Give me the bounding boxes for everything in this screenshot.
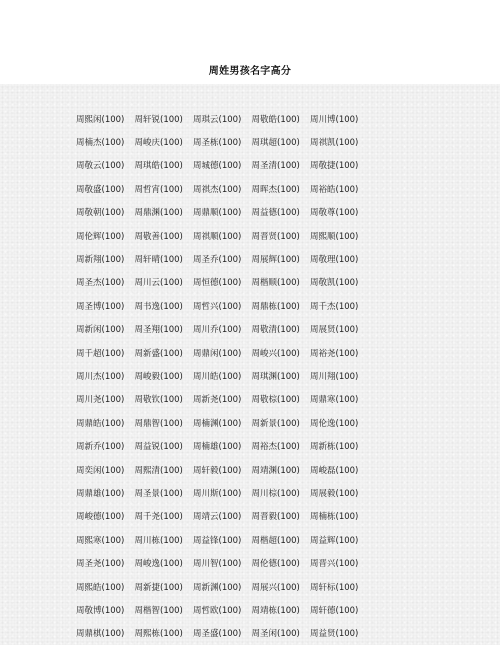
name-row	[76, 247, 376, 270]
name-row	[76, 598, 376, 621]
name-entry: 周敬清(100)	[251, 325, 300, 336]
name-entry: 周书逸(100)	[134, 301, 183, 312]
name-entry: 周晋兴(100)	[310, 559, 359, 570]
name-entry: 周楠栋(100)	[310, 512, 359, 523]
name-entry: 周楠雄(100)	[193, 442, 242, 453]
name-row	[76, 528, 376, 551]
name-entry: 周展辉(100)	[251, 255, 300, 266]
name-entry: 周川云(100)	[134, 278, 183, 289]
name-row	[76, 622, 376, 645]
name-row	[76, 388, 376, 411]
document-header-area	[0, 0, 500, 84]
name-entry: 周敬善(100)	[134, 231, 183, 242]
name-entry: 周千尧(100)	[134, 512, 183, 523]
name-entry: 周哲欧(100)	[193, 605, 242, 616]
name-entry: 周川智(100)	[193, 559, 242, 570]
name-entry: 周新盛(100)	[134, 348, 183, 359]
name-entry: 周晋毅(100)	[251, 512, 300, 523]
name-entry: 周鼎栋(100)	[251, 301, 300, 312]
name-entry: 周圣闲(100)	[251, 629, 300, 640]
name-entry: 周新捷(100)	[134, 582, 183, 593]
name-row	[76, 481, 376, 504]
name-entry: 周靖云(100)	[193, 512, 242, 523]
name-entry: 周轩标(100)	[310, 582, 359, 593]
name-entry: 周鼎智(100)	[134, 418, 183, 429]
name-entry: 周益锐(100)	[134, 442, 183, 453]
name-entry: 周益德(100)	[251, 208, 300, 219]
name-entry: 周新栋(100)	[310, 442, 359, 453]
name-entry: 周轩晴(100)	[134, 255, 183, 266]
name-row	[76, 154, 376, 177]
name-entry: 周圣博(100)	[76, 301, 125, 312]
name-row	[76, 177, 376, 200]
name-entry: 周敬凯(100)	[310, 278, 359, 289]
name-entry: 周轩德(100)	[310, 605, 359, 616]
name-entry: 周敬云(100)	[76, 161, 125, 172]
name-entry: 周伦逸(100)	[310, 418, 359, 429]
name-entry: 周靖栋(100)	[251, 605, 300, 616]
name-entry: 周敬棕(100)	[251, 395, 300, 406]
name-entry: 周川斯(100)	[193, 488, 242, 499]
name-entry: 周新景(100)	[251, 418, 300, 429]
name-row	[76, 318, 376, 341]
name-row	[76, 130, 376, 153]
name-entry: 周琪渊(100)	[251, 371, 300, 382]
name-entry: 周奕闲(100)	[76, 465, 125, 476]
name-entry: 周熙闲(100)	[76, 114, 125, 125]
name-entry: 周鼎渊(100)	[134, 208, 183, 219]
name-entry: 周裕尧(100)	[310, 348, 359, 359]
name-entry: 周恒德(100)	[193, 278, 242, 289]
name-entry: 周圣清(100)	[251, 161, 300, 172]
name-entry: 周展毅(100)	[310, 488, 359, 499]
name-row	[76, 107, 376, 130]
name-entry: 周圣盛(100)	[193, 629, 242, 640]
name-row	[76, 434, 376, 457]
name-entry: 周敬朝(100)	[76, 208, 125, 219]
name-entry: 周祺凯(100)	[310, 138, 359, 149]
name-entry: 周圣栋(100)	[193, 138, 242, 149]
name-entry: 周峻庆(100)	[134, 138, 183, 149]
name-entry: 周鼎闲(100)	[193, 348, 242, 359]
name-entry: 周裕杰(100)	[251, 442, 300, 453]
name-entry: 周圣翔(100)	[134, 325, 183, 336]
name-list	[76, 107, 376, 645]
name-entry: 周圣乔(100)	[193, 255, 242, 266]
name-entry: 周鼎寒(100)	[310, 395, 359, 406]
name-entry: 周峻兴(100)	[251, 348, 300, 359]
name-entry: 周楷智(100)	[134, 605, 183, 616]
name-entry: 周敬博(100)	[76, 605, 125, 616]
name-entry: 周哲宵(100)	[134, 184, 183, 195]
name-entry: 周裕皓(100)	[310, 184, 359, 195]
name-entry: 周千超(100)	[76, 348, 125, 359]
name-entry: 周晖杰(100)	[251, 184, 300, 195]
name-entry: 周益贤(100)	[310, 629, 359, 640]
name-row	[76, 505, 376, 528]
name-entry: 周川博(100)	[310, 114, 359, 125]
name-entry: 周楠渊(100)	[193, 418, 242, 429]
name-entry: 周轩毅(100)	[193, 465, 242, 476]
name-entry: 周祺顺(100)	[193, 231, 242, 242]
name-entry: 周峻磊(100)	[310, 465, 359, 476]
name-entry: 周鼎雄(100)	[76, 488, 125, 499]
name-entry: 周新翔(100)	[76, 255, 125, 266]
name-entry: 周川皓(100)	[193, 371, 242, 382]
name-entry: 周川杰(100)	[76, 371, 125, 382]
name-entry: 周敬盛(100)	[76, 184, 125, 195]
name-entry: 周楷顺(100)	[251, 278, 300, 289]
name-entry: 周琪超(100)	[251, 138, 300, 149]
name-entry: 周鼎皓(100)	[76, 418, 125, 429]
name-entry: 周益锋(100)	[193, 535, 242, 546]
name-entry: 周展贤(100)	[310, 325, 359, 336]
name-entry: 周川栋(100)	[134, 535, 183, 546]
name-entry: 周晋贤(100)	[251, 231, 300, 242]
name-entry: 周敬皓(100)	[251, 114, 300, 125]
name-entry: 周敬钦(100)	[134, 395, 183, 406]
name-entry: 周敬理(100)	[310, 255, 359, 266]
name-row	[76, 364, 376, 387]
name-entry: 周琪云(100)	[193, 114, 242, 125]
name-entry: 周琪皓(100)	[134, 161, 183, 172]
name-entry: 周鼎顺(100)	[193, 208, 242, 219]
name-entry: 周敬尊(100)	[310, 208, 359, 219]
name-row	[76, 458, 376, 481]
name-entry: 周新乔(100)	[76, 442, 125, 453]
name-entry: 周楠杰(100)	[76, 138, 125, 149]
name-entry: 周圣尧(100)	[76, 559, 125, 570]
name-entry: 周千杰(100)	[310, 301, 359, 312]
name-entry: 周新渊(100)	[193, 582, 242, 593]
name-row	[76, 551, 376, 574]
name-entry: 周展兴(100)	[251, 582, 300, 593]
name-entry: 周哲兴(100)	[193, 301, 242, 312]
name-entry: 周益辉(100)	[310, 535, 359, 546]
name-entry: 周敬捷(100)	[310, 161, 359, 172]
name-entry: 周伦辉(100)	[76, 231, 125, 242]
name-entry: 周城德(100)	[193, 161, 242, 172]
name-entry: 周靖渊(100)	[251, 465, 300, 476]
name-entry: 周熙顺(100)	[310, 231, 359, 242]
name-entry: 周川乔(100)	[193, 325, 242, 336]
name-row	[76, 341, 376, 364]
name-entry: 周圣景(100)	[134, 488, 183, 499]
name-row	[76, 294, 376, 317]
name-entry: 周峻毅(100)	[134, 371, 183, 382]
name-row	[76, 575, 376, 598]
name-entry: 周熙清(100)	[134, 465, 183, 476]
name-entry: 周鼎棋(100)	[76, 629, 125, 640]
name-entry: 周祺杰(100)	[193, 184, 242, 195]
name-entry: 周川尧(100)	[76, 395, 125, 406]
name-entry: 周伦德(100)	[251, 559, 300, 570]
name-entry: 周轩锐(100)	[134, 114, 183, 125]
name-entry: 周熙栋(100)	[134, 629, 183, 640]
name-row	[76, 201, 376, 224]
name-entry: 周川棕(100)	[251, 488, 300, 499]
name-entry: 周楷超(100)	[251, 535, 300, 546]
name-entry: 周圣杰(100)	[76, 278, 125, 289]
name-entry: 周峻德(100)	[76, 512, 125, 523]
name-entry: 周熙寒(100)	[76, 535, 125, 546]
name-entry: 周新闲(100)	[76, 325, 125, 336]
name-entry: 周川翔(100)	[310, 371, 359, 382]
name-entry: 周峻逸(100)	[134, 559, 183, 570]
name-entry: 周新尧(100)	[193, 395, 242, 406]
name-row	[76, 411, 376, 434]
document-title: 周姓男孩名字高分	[208, 66, 292, 77]
name-row	[76, 224, 376, 247]
name-entry: 周熙皓(100)	[76, 582, 125, 593]
name-row	[76, 271, 376, 294]
